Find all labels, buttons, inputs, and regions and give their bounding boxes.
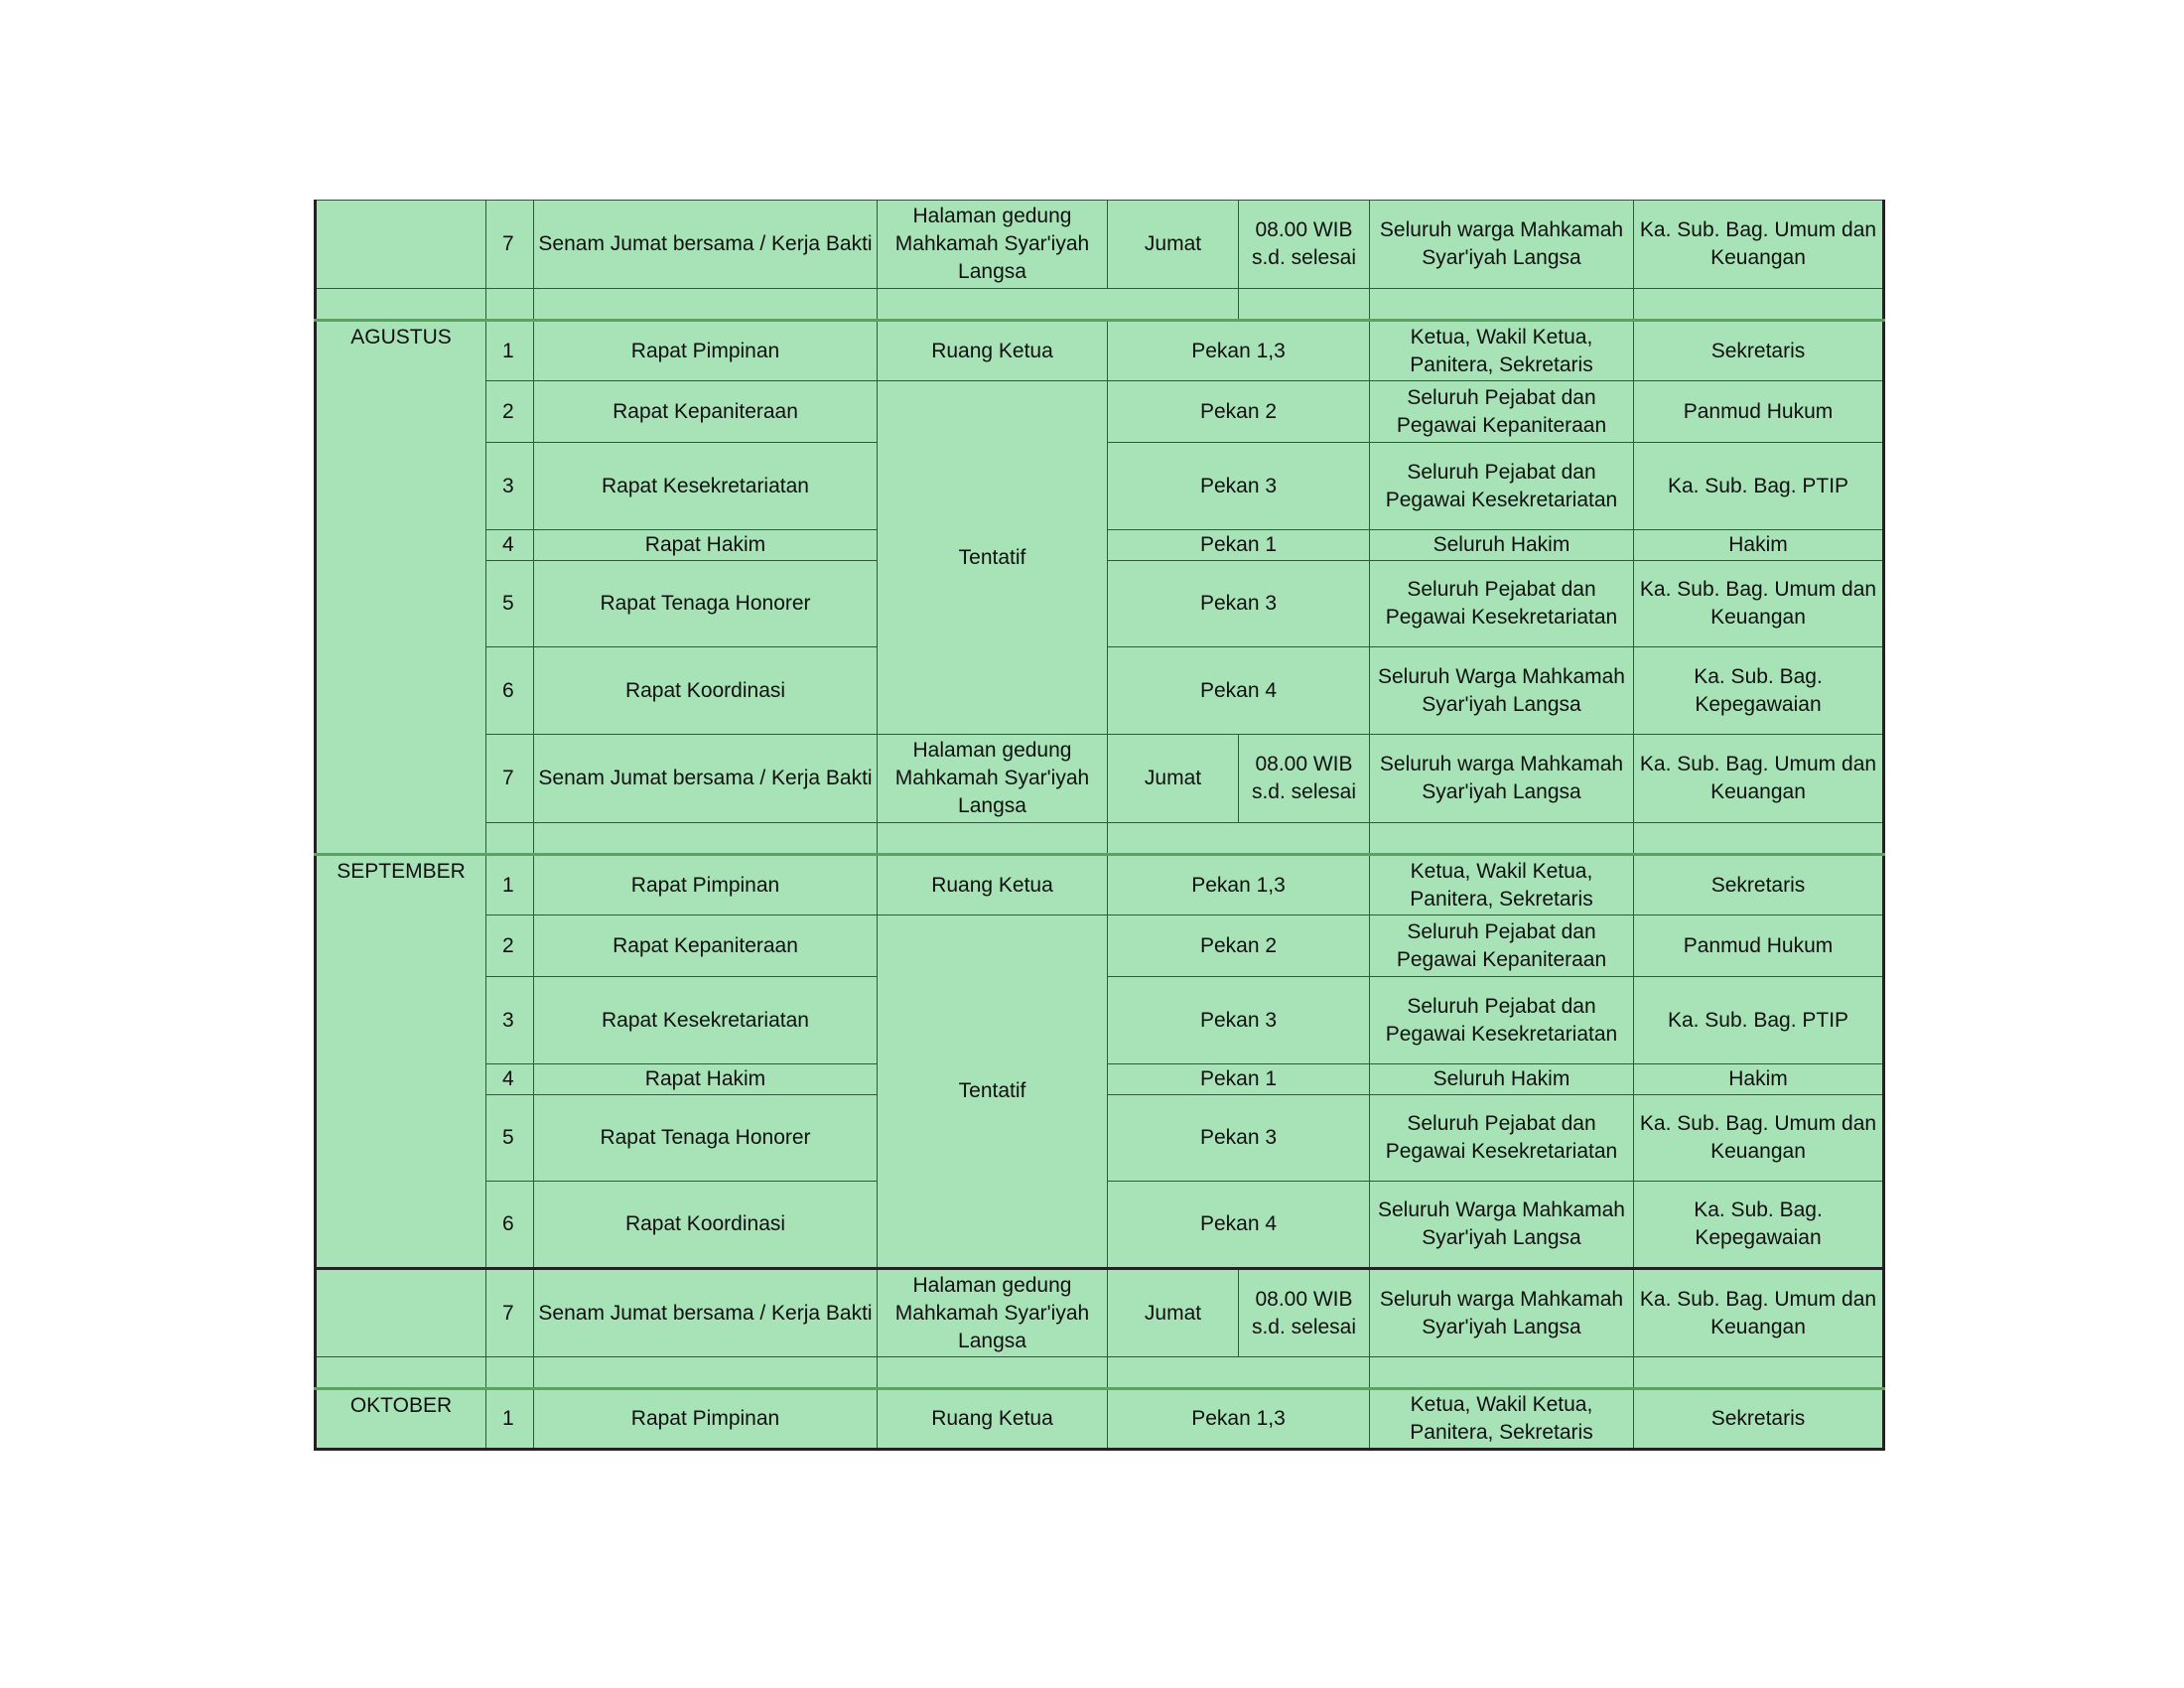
place-cell: Halaman gedung Mahkamah Syar'iyah Langsa (878, 1269, 1108, 1357)
participants-cell: Seluruh warga Mahkamah Syar'iyah Langsa (1370, 735, 1634, 823)
activity-cell: Rapat Hakim (534, 1064, 878, 1095)
participants-cell: Seluruh Pejabat dan Pegawai Kesekretariatan (1370, 1095, 1634, 1182)
schedule-cell: Pekan 4 (1108, 647, 1370, 735)
place-cell: Ruang Ketua (878, 321, 1108, 381)
time-cell: 08.00 WIB s.d. selesai (1239, 735, 1370, 823)
row-number: 2 (486, 381, 534, 443)
row-number: 3 (486, 977, 534, 1064)
schedule-cell: Pekan 4 (1108, 1182, 1370, 1269)
pic-cell: Ka. Sub. Bag. Umum dan Keuangan (1634, 1269, 1884, 1357)
activity-cell: Rapat Tenaga Honorer (534, 1095, 878, 1182)
pic-cell: Panmud Hukum (1634, 381, 1884, 443)
table-row (316, 321, 1884, 381)
schedule-cell: Pekan 3 (1108, 1095, 1370, 1182)
participants-cell: Ketua, Wakil Ketua, Panitera, Sekretaris (1370, 855, 1634, 915)
table-row (316, 915, 1884, 977)
activity-cell: Senam Jumat bersama / Kerja Bakti (534, 201, 878, 289)
participants-cell: Seluruh Hakim (1370, 1064, 1634, 1095)
row-number: 5 (486, 1095, 534, 1182)
row-number: 7 (486, 1269, 534, 1357)
participants-cell: Seluruh warga Mahkamah Syar'iyah Langsa (1370, 201, 1634, 289)
participants-cell: Seluruh warga Mahkamah Syar'iyah Langsa (1370, 1269, 1634, 1357)
pic-cell: Hakim (1634, 530, 1884, 561)
table-row (316, 381, 1884, 443)
participants-cell: Ketua, Wakil Ketua, Panitera, Sekretaris (1370, 1389, 1634, 1450)
time-cell: 08.00 WIB s.d. selesai (1239, 1269, 1370, 1357)
activity-cell: Senam Jumat bersama / Kerja Bakti (534, 735, 878, 823)
participants-cell: Seluruh Pejabat dan Pegawai Kesekretariatan (1370, 443, 1634, 530)
pic-cell: Ka. Sub. Bag. Kepegawaian (1634, 647, 1884, 735)
activity-cell: Rapat Kepaniteraan (534, 381, 878, 443)
row-number: 3 (486, 443, 534, 530)
activity-cell: Rapat Koordinasi (534, 647, 878, 735)
activity-cell: Rapat Hakim (534, 530, 878, 561)
month-cell (316, 201, 486, 289)
schedule-cell: Pekan 2 (1108, 915, 1370, 977)
row-number: 4 (486, 530, 534, 561)
table-row (316, 1389, 1884, 1450)
table-row (316, 735, 1884, 823)
month-label: OKTOBER (316, 1389, 486, 1450)
row-number: 6 (486, 1182, 534, 1269)
schedule-cell: Pekan 1 (1108, 530, 1370, 561)
row-number: 1 (486, 321, 534, 381)
row-number: 6 (486, 647, 534, 735)
row-number: 7 (486, 735, 534, 823)
activity-cell: Rapat Tenaga Honorer (534, 561, 878, 647)
activity-cell: Rapat Pimpinan (534, 321, 878, 381)
tentatif-cell: Tentatif (878, 915, 1108, 1269)
row-number: 1 (486, 1389, 534, 1450)
participants-cell: Seluruh Pejabat dan Pegawai Kesekretariatan (1370, 977, 1634, 1064)
participants-cell: Seluruh Warga Mahkamah Syar'iyah Langsa (1370, 1182, 1634, 1269)
month-cell (316, 1269, 486, 1357)
participants-cell: Seluruh Pejabat dan Pegawai Kepaniteraan (1370, 381, 1634, 443)
pic-cell: Ka. Sub. Bag. PTIP (1634, 977, 1884, 1064)
pic-cell: Hakim (1634, 1064, 1884, 1095)
activity-cell: Rapat Pimpinan (534, 1389, 878, 1450)
activity-cell: Rapat Pimpinan (534, 855, 878, 915)
place-cell: Halaman gedung Mahkamah Syar'iyah Langsa (878, 201, 1108, 289)
table-row (316, 855, 1884, 915)
pic-cell: Ka. Sub. Bag. Kepegawaian (1634, 1182, 1884, 1269)
day-cell: Jumat (1108, 1269, 1239, 1357)
pic-cell: Sekretaris (1634, 855, 1884, 915)
row-number: 2 (486, 915, 534, 977)
place-cell: Ruang Ketua (878, 1389, 1108, 1450)
tentatif-cell: Tentatif (878, 381, 1108, 735)
time-cell: 08.00 WIB s.d. selesai (1239, 201, 1370, 289)
spacer-row (316, 289, 1884, 321)
activity-cell: Senam Jumat bersama / Kerja Bakti (534, 1269, 878, 1357)
row-number: 7 (486, 201, 534, 289)
schedule-table (314, 200, 1885, 1451)
schedule-cell: Pekan 3 (1108, 561, 1370, 647)
spacer-row (316, 823, 1884, 855)
pic-cell: Ka. Sub. Bag. Umum dan Keuangan (1634, 201, 1884, 289)
schedule-cell: Pekan 3 (1108, 977, 1370, 1064)
schedule-cell: Pekan 1,3 (1108, 1389, 1370, 1450)
day-cell: Jumat (1108, 201, 1239, 289)
pic-cell: Panmud Hukum (1634, 915, 1884, 977)
participants-cell: Seluruh Hakim (1370, 530, 1634, 561)
pic-cell: Ka. Sub. Bag. PTIP (1634, 443, 1884, 530)
participants-cell: Ketua, Wakil Ketua, Panitera, Sekretaris (1370, 321, 1634, 381)
day-cell: Jumat (1108, 735, 1239, 823)
pic-cell: Ka. Sub. Bag. Umum dan Keuangan (1634, 561, 1884, 647)
activity-cell: Rapat Kepaniteraan (534, 915, 878, 977)
participants-cell: Seluruh Pejabat dan Pegawai Kepaniteraan (1370, 915, 1634, 977)
schedule-cell: Pekan 3 (1108, 443, 1370, 530)
month-label: AGUSTUS (316, 321, 486, 855)
participants-cell: Seluruh Warga Mahkamah Syar'iyah Langsa (1370, 647, 1634, 735)
place-cell: Ruang Ketua (878, 855, 1108, 915)
pic-cell: Sekretaris (1634, 321, 1884, 381)
row-number: 1 (486, 855, 534, 915)
table-row (316, 201, 1884, 289)
row-number: 4 (486, 1064, 534, 1095)
place-cell: Halaman gedung Mahkamah Syar'iyah Langsa (878, 735, 1108, 823)
pic-cell: Ka. Sub. Bag. Umum dan Keuangan (1634, 735, 1884, 823)
pic-cell: Ka. Sub. Bag. Umum dan Keuangan (1634, 1095, 1884, 1182)
month-label: SEPTEMBER (316, 855, 486, 1269)
schedule-cell: Pekan 1,3 (1108, 321, 1370, 381)
schedule-cell: Pekan 1,3 (1108, 855, 1370, 915)
spacer-row (316, 1357, 1884, 1389)
row-number: 5 (486, 561, 534, 647)
schedule-cell: Pekan 2 (1108, 381, 1370, 443)
schedule-cell: Pekan 1 (1108, 1064, 1370, 1095)
pic-cell: Sekretaris (1634, 1389, 1884, 1450)
activity-cell: Rapat Koordinasi (534, 1182, 878, 1269)
activity-cell: Rapat Kesekretariatan (534, 977, 878, 1064)
activity-cell: Rapat Kesekretariatan (534, 443, 878, 530)
participants-cell: Seluruh Pejabat dan Pegawai Kesekretariatan (1370, 561, 1634, 647)
table-row (316, 1269, 1884, 1357)
